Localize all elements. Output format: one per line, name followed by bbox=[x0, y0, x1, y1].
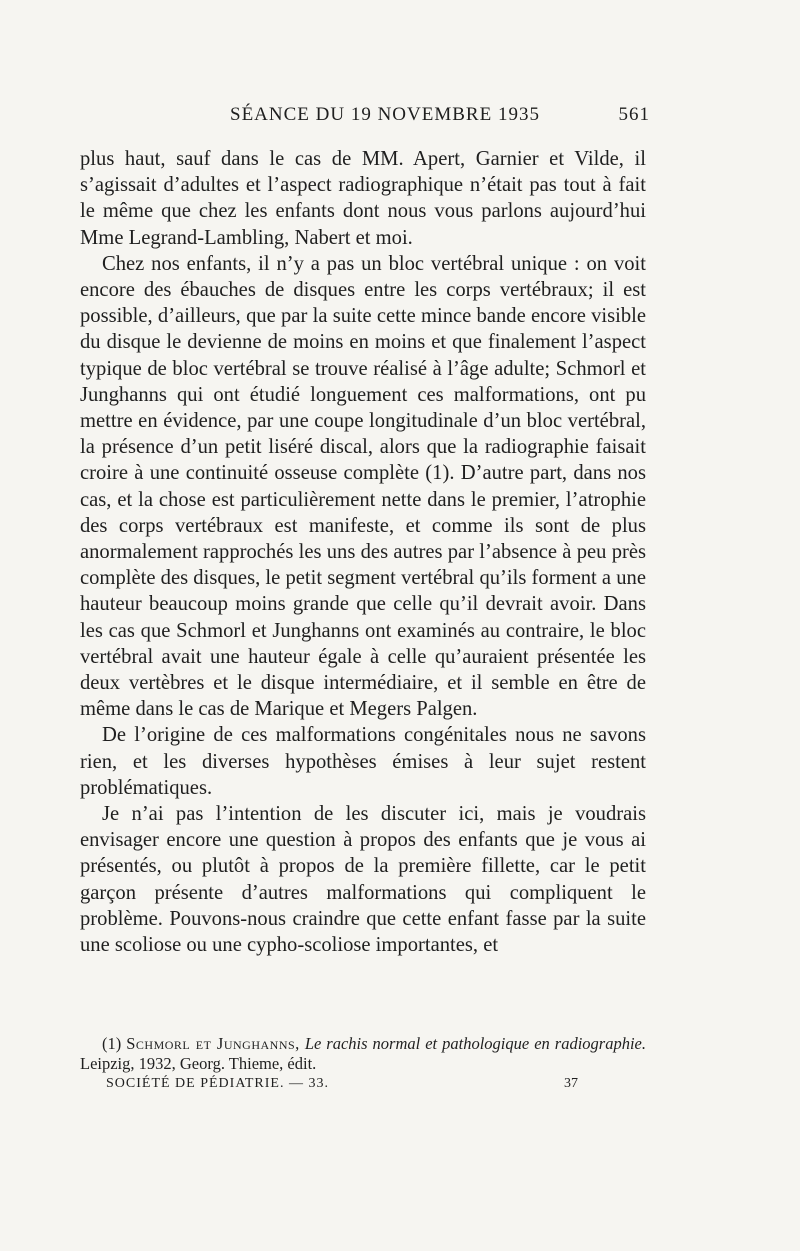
footnote-authors: Schmorl et Junghanns, bbox=[126, 1034, 300, 1053]
paragraph: plus haut, sauf dans le cas de MM. Apert, Garnier et Vilde, il s’agissait d’adultes et l’aspect radiographique n’était pas tout à fait le même que chez les enfants dont nous vous parlons aujourd’hui Mme Legrand-Lambling, Nabert et moi. bbox=[80, 148, 646, 249]
paragraph: De l’origine de ces malformations congénitales nous ne savons rien, et les diverses hypothèses émises à leur sujet restent problématiques. bbox=[80, 724, 646, 799]
footnote bbox=[80, 1034, 646, 1074]
paragraph: Je n’ai pas l’intention de les discuter ici, mais je voudrais envisager encore une question à propos des enfants que je vous ai présentés, ou plutôt à propos de la première fillette, car le petit garçon présente d’autres malformations qui compliquent le problème. Pouvons-nous craindre que cette enfant fasse par la suite une scoliose ou une cypho-scoliose importantes, et bbox=[80, 803, 646, 957]
printer-signature bbox=[106, 1076, 578, 1092]
signature-number: 37 bbox=[564, 1076, 578, 1091]
paragraph: Chez nos enfants, il n’y a pas un bloc vertébral unique : on voit encore des ébauches de disques entre les corps vertébraux; il est possible, d’ailleurs, que par la suite cette mince bande encore visible du disque le devienne de moins en moins et que finalement l’aspect typique de bloc vertébral se trouve réalisé à l’âge adulte; Schmorl et Junghanns qui ont étudié longuement ces malformations, ont pu mettre en évidence, par une coupe longitudinale d’un bloc vertébral, la présence d’un petit liséré discal, alors que la radiographie faisait croire à une continuité osseuse complète (1). D’autre part, dans nos cas, et la chose est particulièrement nette dans le premier, l’atrophie des corps vertébraux est manifeste, et comme ils sont de plus anormalement rapprochés les uns des autres par l’absence à peu près complète des disques, le petit segment vertébral qu’ils forment a une hauteur beaucoup moins grande que celle qu’il devrait avoir. Dans les cas que Schmorl et Junghanns ont examinés au contraire, le bloc vertébral avait une hauteur égale à celle qu’auraient présentée les deux vertèbres et le disque intermédiaire, et il semble en être de même dans le cas de Marique et Megers Palgen. bbox=[80, 252, 646, 721]
footnote-publication: Leipzig, 1932, Georg. Thieme, édit. bbox=[80, 1054, 317, 1073]
running-head-title: SÉANCE DU 19 NOVEMBRE 1935 bbox=[230, 104, 540, 125]
footnote-marker: (1) bbox=[102, 1034, 122, 1053]
signature-mark: SOCIÉTÉ DE PÉDIATRIE. — 33. bbox=[106, 1076, 329, 1091]
body-text bbox=[80, 146, 646, 958]
page-number: 561 bbox=[618, 104, 650, 125]
footnote-title: Le rachis normal et pathologique en radiographie. bbox=[304, 1034, 646, 1053]
